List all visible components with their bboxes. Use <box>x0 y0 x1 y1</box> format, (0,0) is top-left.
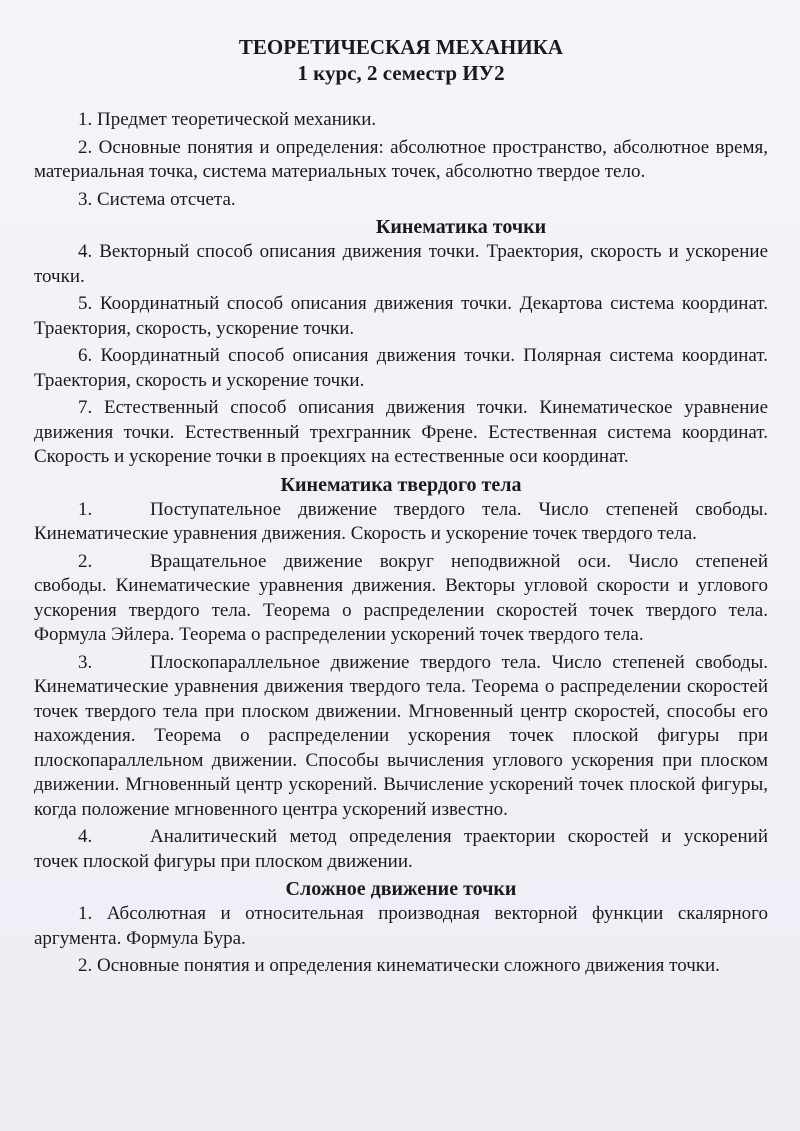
item-text: Система отсчета. <box>97 188 236 210</box>
list-item <box>34 902 768 951</box>
section-list <box>34 902 768 979</box>
item-text: Вращательное движение вокруг неподвижной оси. Число степеней свободы. Кинематические уравнения движения. Векторы угловой скорости и углового ускорения твердого тела. Теорема о распределении скоростей точек твердого тела. Формула Эйлера. Теорема о распределении ускорений точек твердого тела. <box>34 550 768 645</box>
section-title: Кинематика твердого тела <box>280 473 522 496</box>
intro-list <box>34 108 768 212</box>
item-text: Предмет теоретической механики. <box>97 109 377 130</box>
item-number: 6. <box>78 345 93 366</box>
item-text: Координатный способ описания движения точки. Декартова система координат. Траектория, скорость, ускорение точки. <box>34 293 769 339</box>
item-text: Плоскопараллельное движение твердого тела. Число степеней свободы. Кинематические уравнения движения твердого тела. Теорема о распределении скоростей точек твердого тела при плоском движении. Мгновенный центр скоростей, способы его нахождения. Теорема о распределении ускорения точек плоской фигуры при плоскопараллельном движении. Способы вычисления углового ускорения при плоском движении. Мгновенный центр ускорений. Вычисление ускорений точек плоской фигуры, когда положение мгновенного центра ускорений известно. <box>34 651 768 820</box>
list-item <box>34 344 768 393</box>
list-item <box>34 188 768 213</box>
item-text: Естественный способ описания движения точки. Кинематическое уравнение движения точки. Естественный трехгранник Френе. Естественная система координат. Скорость и ускорение точки в проекциях на естественные оси координат. <box>34 397 768 467</box>
item-number: 4. <box>78 241 93 262</box>
item-text: Основные понятия и определения кинематически сложного движения точки. <box>97 955 720 976</box>
list-item <box>34 498 768 547</box>
page-title: ТЕОРЕТИЧЕСКАЯ МЕХАНИКА <box>238 35 564 59</box>
list-item <box>34 825 768 874</box>
item-text: Поступательное движение твердого тела. Число степеней свободы. Кинематические уравнения движения. Скорость и ускорение точек твердого тела. <box>34 498 768 544</box>
item-number: 2. <box>78 955 93 976</box>
item-text: Абсолютная и относительная производная векторной функции скалярного аргумента. Формула Бура. <box>34 903 769 949</box>
item-number: 2. <box>78 136 93 158</box>
item-text: Аналитический метод определения траектории скоростей и ускорений точек плоской фигуры при плоском движении. <box>34 826 768 872</box>
section-list <box>34 240 768 470</box>
section-title: Кинематика точки <box>375 216 547 238</box>
item-text: Векторный способ описания движения точки. Траектория, скорость и ускорение точки. <box>34 241 769 287</box>
item-number: 7. <box>78 397 93 418</box>
page-subtitle: 1 курс, 2 семестр ИУ2 <box>297 61 505 85</box>
list-item <box>34 136 768 185</box>
item-number: 4. <box>78 826 93 847</box>
list-item <box>34 108 768 133</box>
item-number: 5. <box>78 293 93 314</box>
item-number: 1. <box>78 498 93 520</box>
item-text: Координатный способ описания движения точки. Полярная система координат. Траектория, скорость и ускорение точки. <box>34 345 768 391</box>
item-number: 1. <box>78 903 93 924</box>
item-number: 3. <box>78 651 93 673</box>
list-item <box>34 396 768 470</box>
list-item <box>34 550 768 648</box>
item-text: Основные понятия и определения: абсолютное пространство, абсолютное время, материальная точка, система материальных точек, абсолютно твердое тело. <box>34 136 769 182</box>
list-item <box>34 954 768 979</box>
item-number: 1. <box>78 109 93 130</box>
list-item <box>34 292 768 341</box>
item-number: 3. <box>78 188 93 210</box>
section-title: Сложное движение точки <box>285 878 517 900</box>
list-item <box>34 651 768 823</box>
item-number: 2. <box>78 550 93 572</box>
section-list <box>34 498 768 875</box>
list-item <box>34 240 768 289</box>
